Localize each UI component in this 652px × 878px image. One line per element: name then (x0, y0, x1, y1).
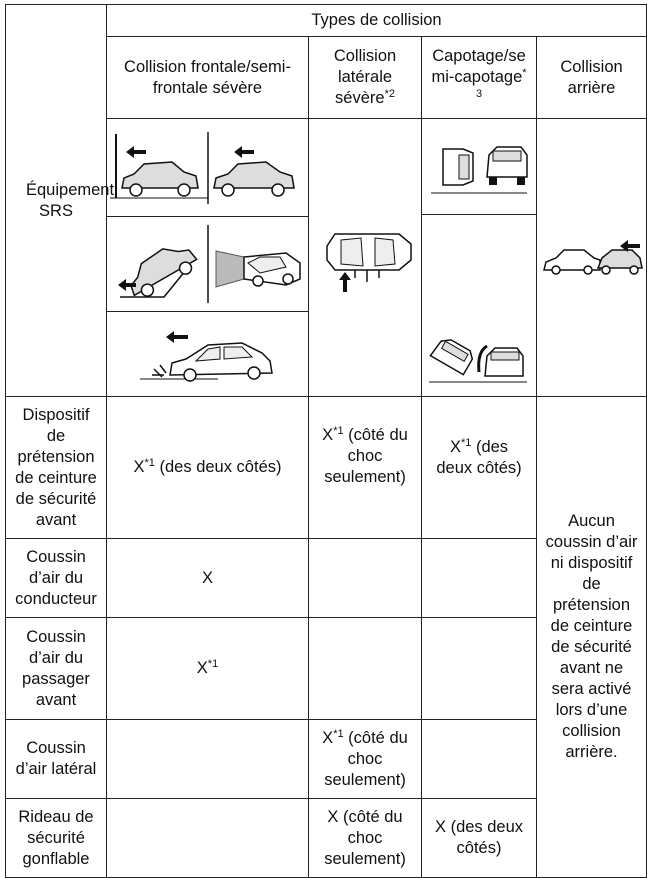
frontal-cell (107, 720, 309, 799)
cell-note: (des deux côtés) (445, 818, 524, 857)
cell-mark: X (434, 818, 446, 836)
footnote-marker: *1 (333, 425, 344, 437)
footnote-marker: *1 (207, 658, 219, 670)
rear-illustration-cell (537, 119, 647, 397)
row-label-cell (6, 799, 107, 878)
collision-types-header (107, 5, 647, 37)
side-impact-car-icon (315, 218, 415, 298)
row-label-cell (6, 397, 107, 539)
cell-mark: X (201, 568, 213, 587)
frontal-cell (107, 799, 309, 878)
cell-note: (côté du choc seulement) (324, 426, 408, 486)
rear-collision-header (537, 37, 647, 119)
semi-rollover-car-icon (427, 332, 531, 386)
srs-equipment-label: Équipement SRS (26, 180, 115, 220)
lateral-cell (309, 618, 422, 720)
rollover-label: Capotage/semi-capotage (431, 47, 526, 86)
frontal-illustration-2 (107, 217, 308, 312)
rear-note: Aucun coussin d’air ni dispositif de prétension de ceinture de sécurité avant ne sera activé lors d’une collision arrière. (545, 512, 638, 761)
footnote-marker: *1 (144, 457, 155, 469)
footnote-marker: *1 (460, 437, 472, 449)
rollover-illustration-2 (422, 215, 536, 396)
row-label: Coussin d’air latéral (15, 739, 97, 778)
lateral-collision-header (309, 37, 422, 119)
srs-collision-table (5, 4, 647, 878)
cell-note: (des deux côtés) (154, 458, 282, 476)
row-label: Coussin d’air du passager avant (22, 627, 90, 709)
footnote-marker: *1 (333, 727, 344, 740)
cell-mark: X (322, 426, 334, 444)
rollover-cell (422, 397, 537, 539)
row-label: Coussin d’air du conducteur (15, 547, 97, 608)
rear-collision-label: Collision arrière (560, 57, 623, 97)
lateral-collision-label: Collision latérale sévère (333, 47, 397, 107)
rollover-illustration-1 (422, 119, 536, 215)
underride-impact-car-icon (110, 319, 306, 389)
rear-note-cell (537, 397, 647, 878)
frontal-impact-car-icon (110, 128, 306, 208)
frontal-collision-label: Collision frontale/semi-frontale sévère (124, 57, 291, 97)
cell-note: (côté du choc seulement) (324, 728, 408, 789)
lateral-footnote-marker: *2 (384, 88, 395, 100)
rollover-footnote-marker: *3 (475, 67, 527, 100)
lateral-cell (309, 539, 422, 618)
rollover-car-icon (427, 137, 531, 197)
lateral-cell (309, 799, 422, 878)
rear-impact-car-icon (540, 238, 644, 278)
lateral-cell (309, 720, 422, 799)
rollover-illustrations-cell (422, 119, 537, 397)
row-label-cell (6, 720, 107, 799)
frontal-cell (107, 618, 309, 720)
cell-mark: X (327, 807, 339, 826)
lateral-cell (309, 397, 422, 539)
row-label-cell (6, 618, 107, 720)
row-label: Rideau de sécurité gonflable (18, 807, 94, 868)
offset-impact-car-icon (110, 223, 306, 305)
row-label-cell (6, 539, 107, 618)
rollover-cell (422, 539, 537, 618)
cell-note: (côté du choc seulement) (324, 807, 406, 868)
row-label: Dispositif de prétension de ceinture de sécurité avant (15, 405, 97, 529)
cell-mark: X (449, 438, 461, 456)
cell-mark: X (133, 458, 145, 476)
frontal-illustration-1 (107, 119, 308, 217)
frontal-illustration-3 (107, 312, 308, 396)
rollover-cell (422, 799, 537, 878)
cell-mark: X (322, 728, 334, 747)
rollover-header (422, 37, 537, 119)
rollover-cell (422, 618, 537, 720)
cell-mark: X (196, 659, 208, 677)
rollover-cell (422, 720, 537, 799)
frontal-cell (107, 539, 309, 618)
frontal-illustrations-cell (107, 119, 309, 397)
frontal-collision-header (107, 37, 309, 119)
lateral-illustration-cell (309, 119, 422, 397)
frontal-cell (107, 397, 309, 539)
cell-note: (des deux côtés) (436, 438, 522, 477)
srs-equipment-header-cell (6, 5, 115, 397)
collision-types-title: Types de collision (311, 11, 442, 29)
